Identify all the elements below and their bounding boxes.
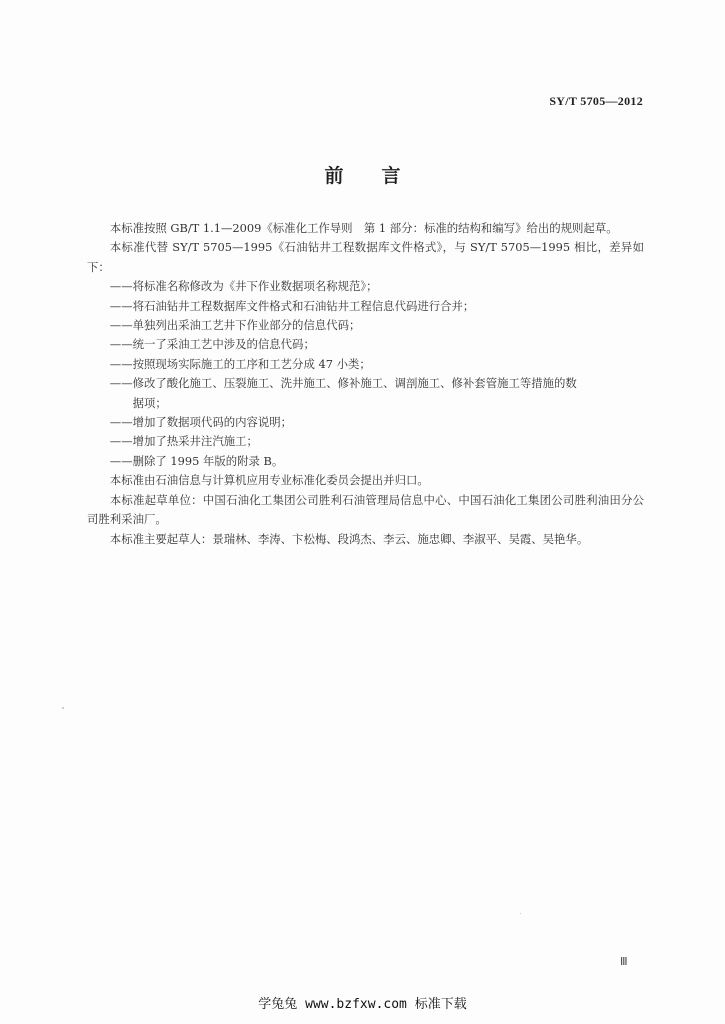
paragraph: 本标准由石油信息与计算机应用专业标准化委员会提出并归口。	[109, 473, 429, 488]
page-number: Ⅲ	[620, 956, 628, 968]
paragraph: 本标准起草单位：中国石油化工集团公司胜利石油管理局信息中心、中国石油化工集团公司胜利油田分公司胜利采油厂。	[87, 492, 644, 527]
list-item: ——增加了数据项代码的内容说明；	[109, 415, 293, 430]
list-item-text: ——修改了酸化施工、压裂施工、洗井施工、修补施工、调剖施工、修补套管施工等措施的数	[109, 376, 577, 391]
paragraph: 本标准代替 SY/T 5705—1995《石油钻井工程数据库文件格式》，与 SY/T 5705—1995 相比，差异如下：	[87, 240, 644, 274]
list-item	[87, 374, 644, 413]
foreword-body	[87, 219, 644, 549]
list-item: ——单独列出采油工艺井下作业部分的信息代码；	[109, 318, 361, 333]
scan-speck	[520, 913, 521, 914]
page-title: 前言	[324, 165, 439, 187]
list-item: ——将石油钻井工程数据库文件格式和石油钻井工程信息代码进行合并；	[109, 298, 475, 313]
paragraph: 本标准按照 GB/T 1.1—2009《标准化工作导则 第 1 部分：标准的结构和编写》给出的规则起草。	[109, 221, 618, 235]
list-item: ——增加了热采井注汽施工；	[109, 434, 258, 449]
document-code-header: SY/T 5705—2012	[549, 94, 643, 108]
footer-watermark: 学兔兔 www.bzfxw.com 标准下载	[258, 997, 467, 1012]
list-item: ——删除了 1995 年版的附录 B。	[109, 453, 284, 468]
list-item-continuation: 据项；	[132, 395, 167, 410]
list-item: ——统一了采油工艺中涉及的信息代码；	[109, 337, 315, 352]
list-item: ——按照现场实际施工的工序和工艺分成 47 小类；	[109, 356, 371, 371]
scan-speck	[62, 707, 64, 709]
list-item: ——将标准名称修改为《井下作业数据项名称规范》；	[109, 279, 378, 294]
paragraph: 本标准主要起草人：景瑞林、李涛、卞松梅、段鸿杰、李云、施忠卿、李淑平、吴霞、吴艳华。	[109, 531, 589, 546]
